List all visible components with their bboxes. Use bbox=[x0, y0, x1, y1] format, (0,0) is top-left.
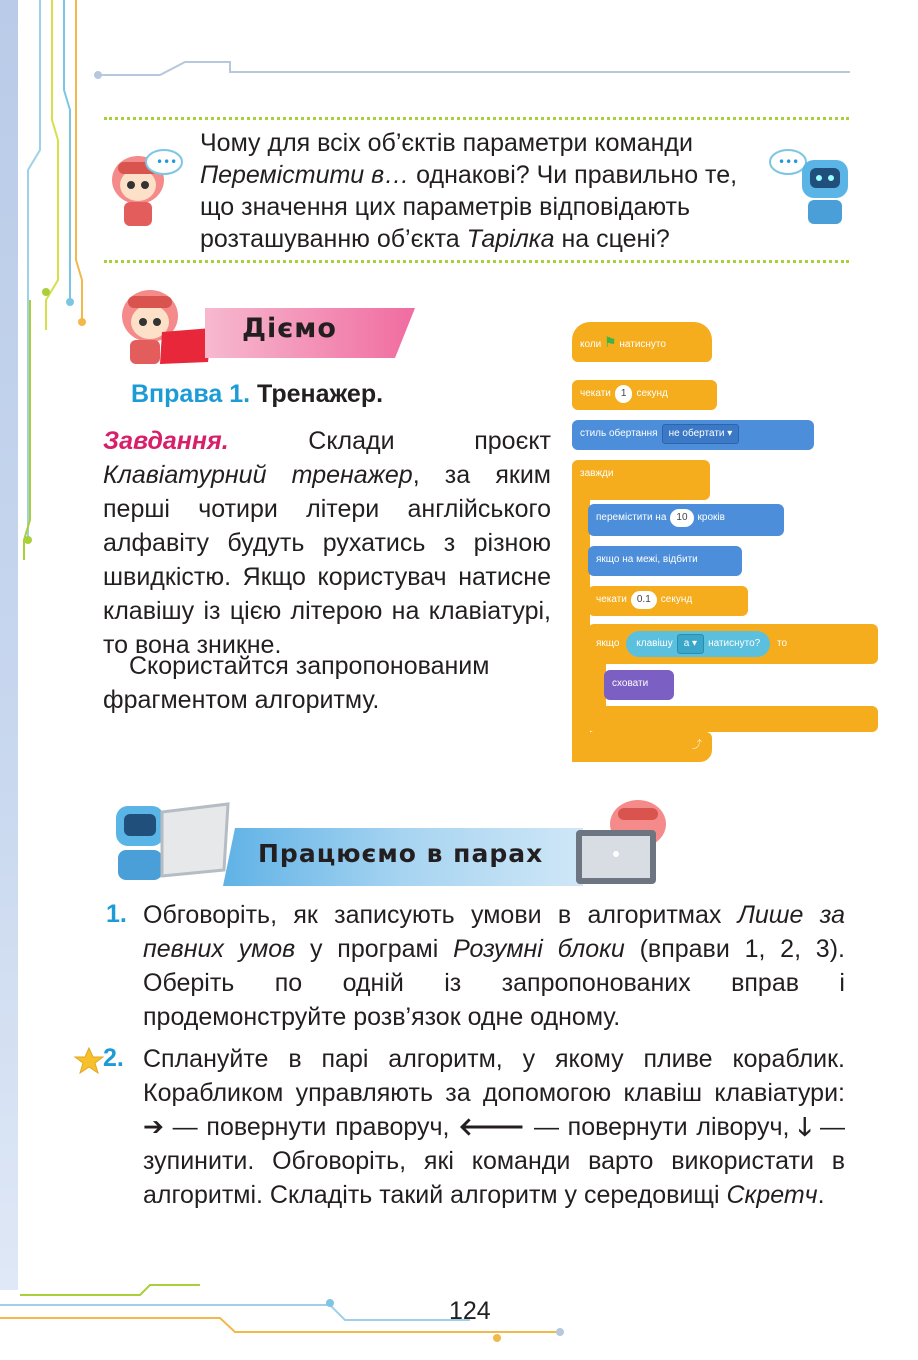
girl-robot-icon bbox=[98, 140, 190, 230]
blue-robot-icon bbox=[762, 140, 862, 230]
arrow-down-icon: 🡓 bbox=[798, 1113, 812, 1141]
move-block: перемістити на 10 кроків bbox=[588, 504, 784, 536]
if-end bbox=[588, 706, 878, 732]
list-item: Обговоріть, як записують умови в алгоритмах Лише за певних умов у програмі Розумні блоки (вправи 1, 2, 3). Оберіть по одній із запропонованих вправ і продемонструйте розв’язок одне одному. bbox=[143, 901, 845, 1031]
task-text: Завдання. Склади проєкт Клавіатурний тренажер, за яким перші чотири літери англійського алфавіту будуть рухатись з різною швидкістю. Якщо користувач натисне клавішу із цією літерою на клавіатурі, то вона зникне. bbox=[103, 427, 551, 659]
divider-bottom bbox=[104, 260, 849, 263]
question-text bbox=[200, 127, 748, 255]
loop-arrow-icon: ⤴ bbox=[692, 740, 702, 751]
forever-block: завжди bbox=[572, 460, 710, 500]
wait-block-2: чекати 0.1 секунд bbox=[588, 586, 748, 616]
star-icon bbox=[74, 1046, 104, 1074]
question-line: розташуванню об’єкта Тарілка на сцені? bbox=[200, 225, 670, 253]
question-line: Чому для всіх об’єктів параметри команди bbox=[200, 129, 693, 157]
green-flag-icon: ⚑ bbox=[604, 334, 617, 350]
forever-end bbox=[572, 732, 712, 762]
section-title-pairs: Працюємо в парах bbox=[258, 839, 544, 868]
exercise-title bbox=[131, 380, 383, 409]
section-title-diemo: Діємо bbox=[242, 313, 337, 344]
rotation-style-block: стиль обертання не обертати ▾ bbox=[572, 420, 814, 450]
exercise-number: Вправа 1. bbox=[131, 380, 251, 408]
if-block: якщо клавішу a ▾ натиснуто? то bbox=[588, 624, 878, 664]
svg-text:•••: ••• bbox=[778, 155, 800, 169]
girl-laptop-icon bbox=[100, 278, 220, 370]
when-flag-block: коли ⚑ натиснуто bbox=[572, 322, 712, 362]
list-item-number: 2. bbox=[103, 1044, 124, 1072]
key-pressed-sensing: клавішу a ▾ натиснуто? bbox=[626, 631, 770, 657]
svg-text:•••: ••• bbox=[156, 155, 178, 169]
list-item-number: 1. bbox=[106, 900, 127, 928]
hint-text: Скористайтся запропонованим фрагментом алгоритму. bbox=[103, 652, 490, 714]
hide-block: сховати bbox=[604, 670, 674, 700]
scratch-code-image bbox=[572, 322, 892, 772]
list-item: Сплануйте в парі алгоритм, у якому пливе кораблик. Корабликом управляють за допомогою клавіш клавіатури: ➔ — повернути праворуч, 🡐 — повернути ліворуч, 🡓 — зупинити. Обговоріть, які команди варто використати в алгоритмі. Складіть такий алгоритм у середовищі Скретч. bbox=[143, 1045, 845, 1209]
bounce-block: якщо на межі, відбити bbox=[588, 546, 742, 576]
arrow-left-icon: 🡐 bbox=[458, 1113, 526, 1141]
question-line: Перемістити в… однакові? Чи правильно те, bbox=[200, 161, 738, 189]
exercise-name: Тренажер. bbox=[250, 380, 384, 408]
blue-robot-computer-icon bbox=[102, 792, 232, 892]
task-label: Завдання. bbox=[103, 427, 229, 455]
divider-top bbox=[104, 117, 849, 120]
girl-laptop-right-icon bbox=[572, 792, 692, 892]
page-number: 124 bbox=[449, 1297, 491, 1325]
arrow-right-icon: ➔ bbox=[143, 1113, 164, 1141]
wait-block: чекати 1 секунд bbox=[572, 380, 717, 410]
question-line: що значення цих параметрів відповідають bbox=[200, 193, 691, 221]
